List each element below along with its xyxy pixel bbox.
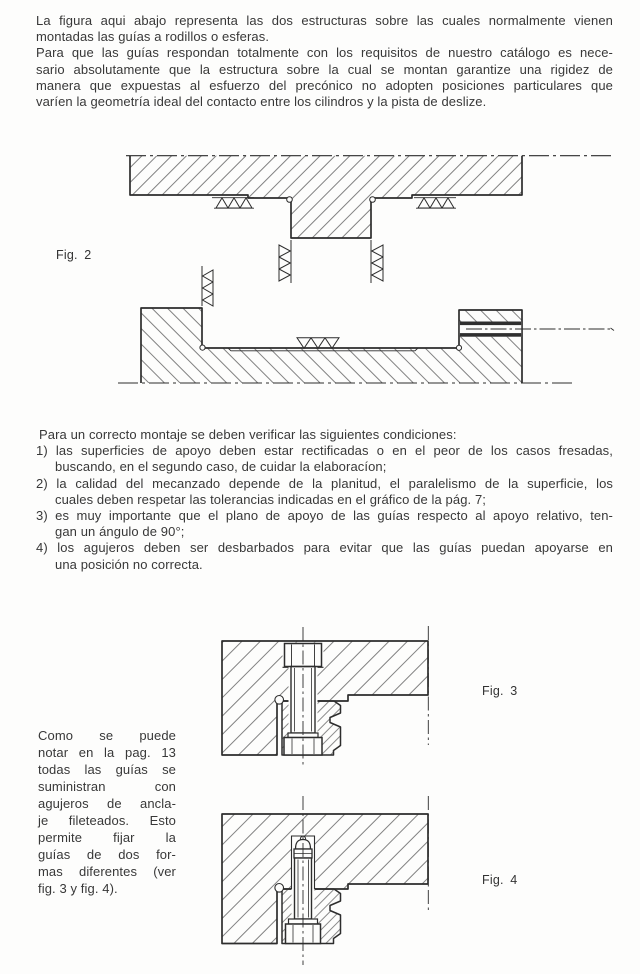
text-line: je fileteados. Esto: [38, 813, 176, 828]
text-line: fig. 3 y fig. 4).: [38, 881, 118, 896]
text-line: suministran con: [38, 779, 176, 794]
rail-track-band: [460, 322, 521, 326]
conditions-list: [36, 427, 613, 573]
text-line: sario absolutamente que la estructura sobre la cual se montan garantize una rigidez de: [36, 61, 613, 77]
text-line: todas las guías se: [38, 762, 176, 777]
text-line: 4) los agujeros deben ser desbarbados para evitar que las guías puedan apoyarse en: [36, 540, 613, 556]
text-line: manera que expuestas al esfuerzo del precónico no adopten posiciones particulares que: [36, 77, 613, 93]
text-line: 3) es muy importante que el plano de apoyo de las guías respecto al apoyo relativo, ten-: [36, 508, 613, 524]
text-line: gan un ángulo de 90°;: [55, 524, 185, 540]
text-line: mas diferentes (ver: [38, 864, 176, 879]
corner-relief: [200, 345, 205, 350]
corner-relief: [456, 345, 461, 350]
text-line: notar en la pag. 13: [38, 745, 176, 760]
figure4-label: Fig. 4: [482, 873, 518, 887]
text-line: 2) la calidad del mecanzado depende de la planitud, el paralelismo de la superficie, los: [36, 475, 613, 491]
fig4-assembly: [222, 796, 428, 965]
text-line: Como se puede: [38, 728, 176, 743]
text-line: La figura aqui abajo representa las dos estructuras sobre las cuales normalmente vienen: [36, 13, 613, 28]
corner-relief: [287, 197, 293, 203]
fig3-assembly: [222, 626, 428, 767]
text-line: guías de dos for-: [38, 847, 176, 862]
figure2-drawing: [0, 140, 640, 400]
text-line: cuales deben respetar las tolerancias indicadas en el gráfico de la pág. 7;: [55, 491, 486, 507]
corner-relief-ball: [275, 884, 284, 893]
text-line: varíen la geometría ideal del contacto entre los cilindros y la pista de deslize.: [36, 94, 487, 110]
text-line: agujeros de ancla-: [38, 796, 176, 811]
figure3-figure4-drawing: [0, 615, 640, 974]
corner-relief-ball: [275, 696, 284, 705]
text-line: Para que las guías respondan totalmente con los requisitos de nuestro catálogo es nece-: [36, 45, 613, 61]
text-line: permite fijar la: [38, 830, 176, 845]
rail-track-band: [460, 333, 521, 337]
text-line: buscando, en el segundo caso, de cuidar la elaboracíon;: [55, 459, 387, 475]
roughness-symbol-vertical: [202, 266, 213, 306]
roughness-symbol-vertical: [279, 240, 291, 283]
roughness-symbol: [212, 198, 254, 209]
corner-relief: [370, 197, 376, 203]
roughness-symbol: [297, 338, 339, 349]
text-line: Para un correcto montaje se deben verificar las siguientes condiciones:: [39, 427, 457, 442]
figure3-label: Fig. 3: [482, 684, 518, 698]
text-line: montadas las guías a rodillos o esferas.: [36, 29, 270, 45]
text-line: una posición no correcta.: [55, 556, 203, 572]
text-line: 1) las superficies de apoyo deben estar rectificadas o en el peor de los casos fresadas,: [36, 443, 613, 459]
roughness-symbol: [414, 198, 456, 209]
fig2-lower-structure: [118, 266, 614, 383]
fig2-upper-structure: [126, 156, 612, 283]
figure2-label: Fig. 2: [56, 248, 92, 262]
intro-paragraph: [36, 13, 613, 110]
roughness-symbol-vertical: [371, 240, 383, 283]
